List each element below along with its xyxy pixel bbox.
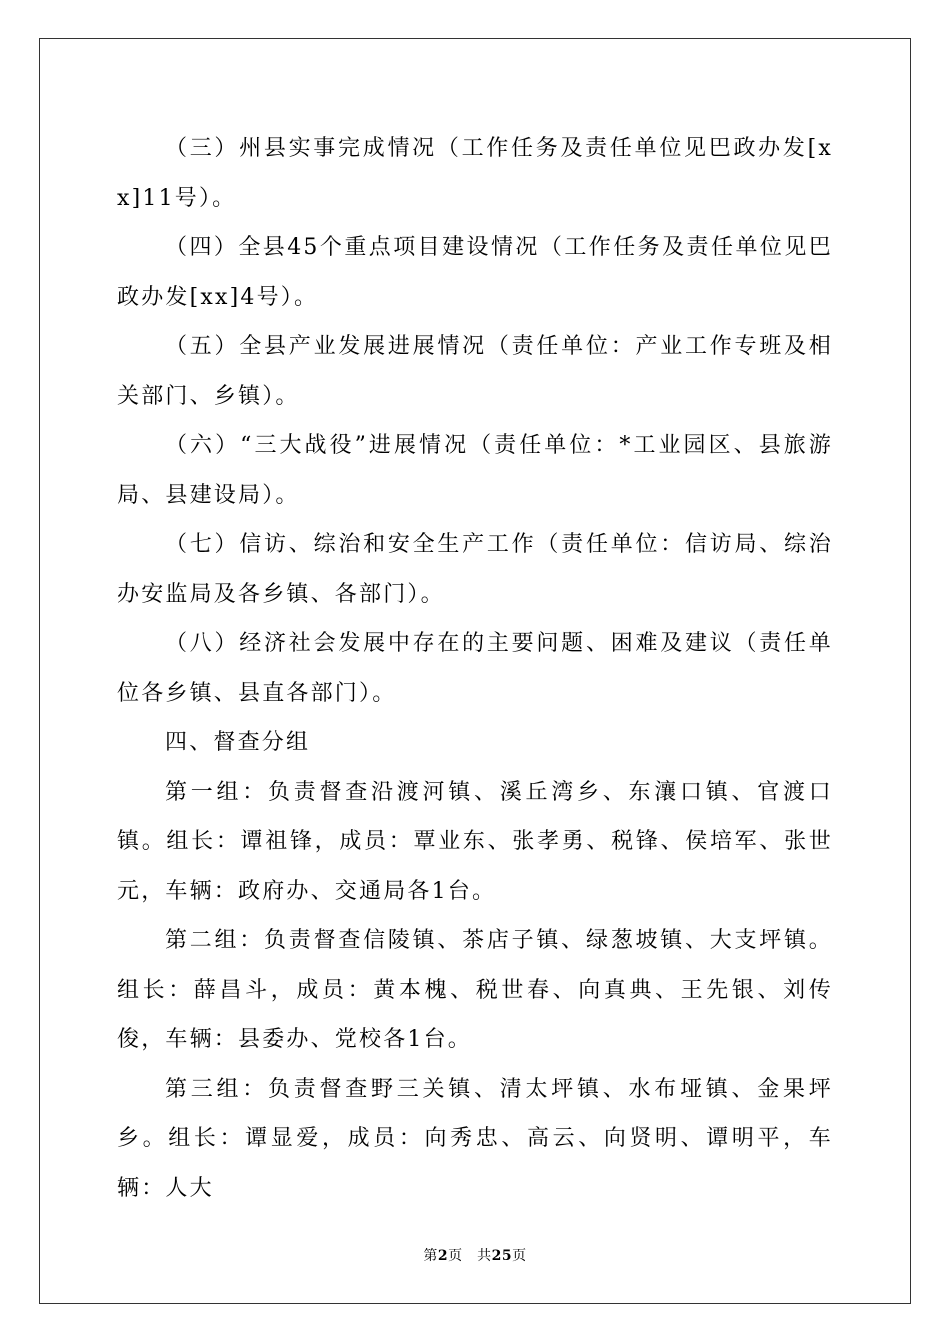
group-2-paragraph: 第二组：负责督查信陵镇、茶店子镇、绿葱坡镇、大支坪镇。组长：薛昌斗，成员：黄本槐、税世春、向真典、王先银、刘传俊，车辆：县委办、党校各1台。 <box>117 928 833 1052</box>
paragraph-3: （三）州县实事完成情况（工作任务及责任单位见巴政办发[xx]11号）。 <box>117 136 833 211</box>
paragraph-5: （五）全县产业发展进展情况（责任单位：产业工作专班及相关部门、乡镇）。 <box>117 334 833 409</box>
group-1-paragraph: 第一组：负责督查沿渡河镇、溪丘湾乡、东瀼口镇、官渡口镇。组长：谭祖锋，成员：覃业东、张孝勇、税锋、侯培军、张世元，车辆：政府办、交通局各1台。 <box>117 779 833 904</box>
page-footer <box>0 1245 950 1265</box>
group-3-paragraph: 第三组：负责督查野三关镇、清太坪镇、水布垭镇、金果坪乡。组长：谭显爱，成员：向秀忠、高云、向贤明、谭明平，车辆：人大 <box>117 1076 833 1201</box>
paragraph-7: （七）信访、综治和安全生产工作（责任单位：信访局、综治办安监局及各乡镇、各部门）。 <box>117 532 833 607</box>
document-body <box>117 124 833 1213</box>
paragraph-6: （六）“三大战役”进展情况（责任单位：*工业园区、县旅游局、县建设局）。 <box>117 433 833 508</box>
paragraph-8: （八）经济社会发展中存在的主要问题、困难及建议（责任单位各乡镇、县直各部门）。 <box>117 631 833 706</box>
paragraph-4: （四）全县45个重点项目建设情况（工作任务及责任单位见巴政办发[xx]4号）。 <box>117 235 833 310</box>
section-heading: 四、督查分组 <box>165 730 311 755</box>
page-number: 2 <box>437 1248 449 1264</box>
footer-suffix: 页 <box>512 1248 527 1264</box>
page-total: 25 <box>491 1248 513 1264</box>
footer-mid: 页 共 <box>448 1248 492 1264</box>
footer-prefix: 第 <box>423 1248 438 1264</box>
